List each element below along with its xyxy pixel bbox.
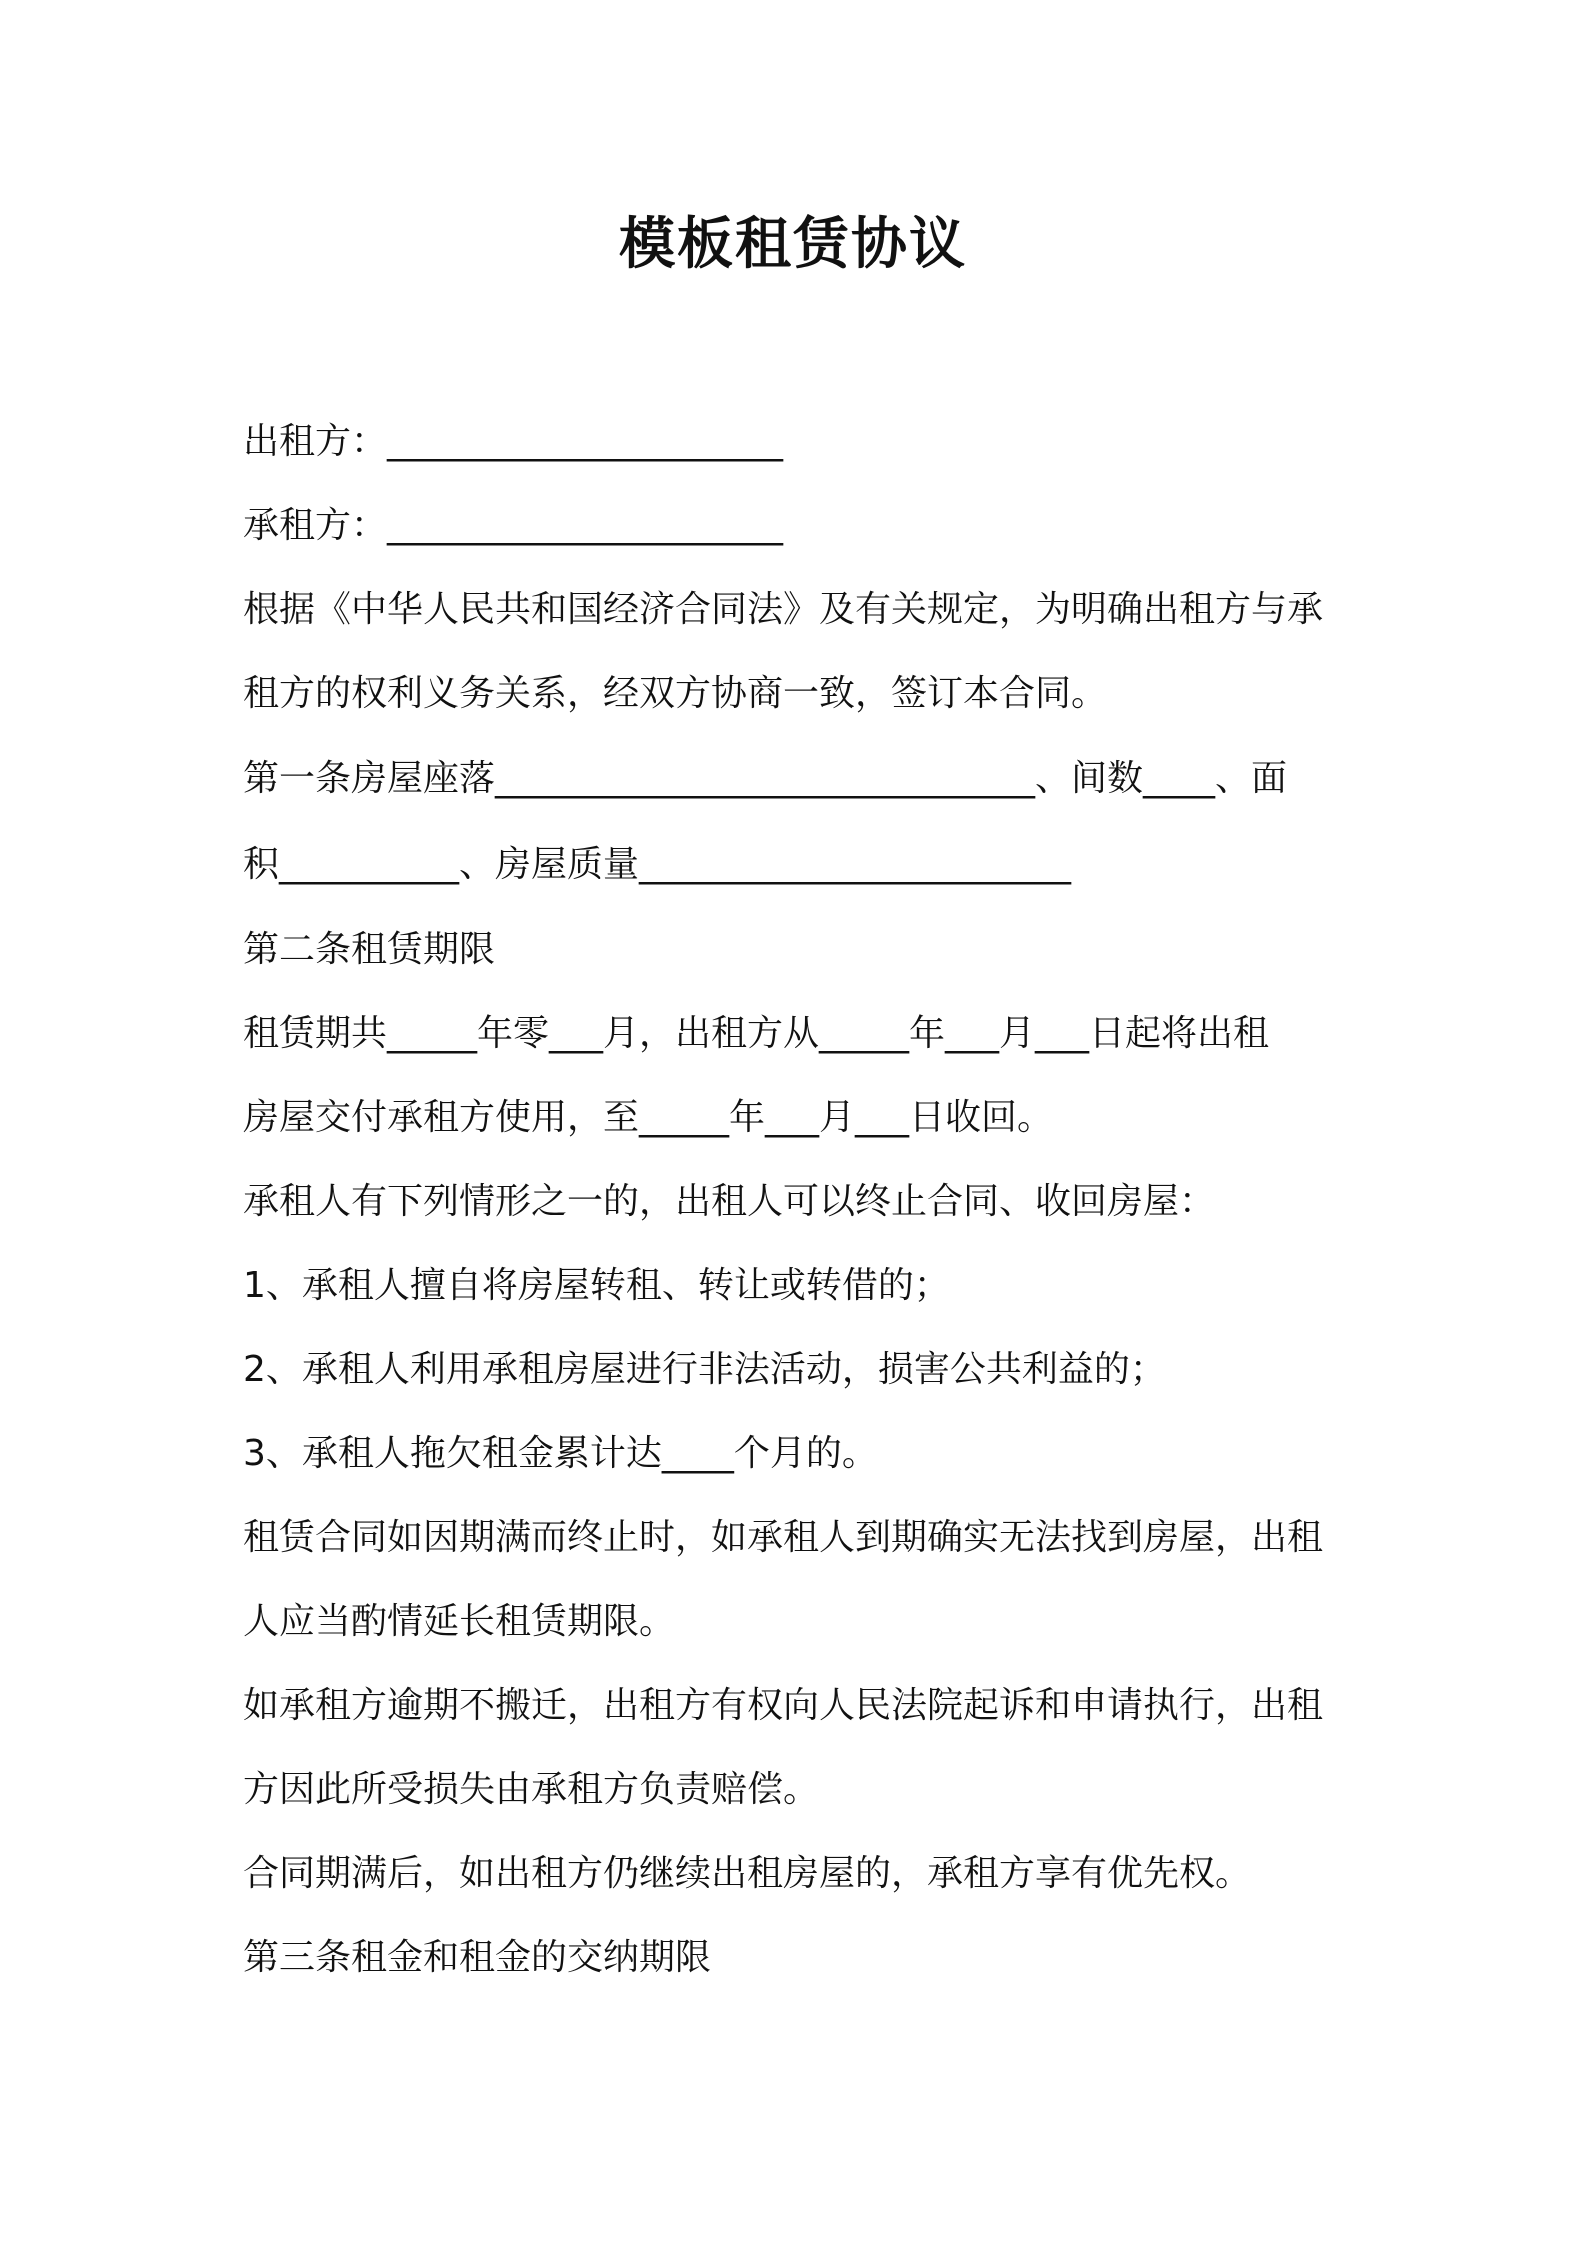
preamble-line-1: 根据《中华人民共和国经济合同法》及有关规定，为明确出租方与承 (243, 589, 1324, 630)
termination-item-2: 2、承租人利用承租房屋进行非法活动，损害公共利益的； (243, 1349, 1166, 1390)
overdue-line-2: 方因此所受损失由承租方负责赔偿。 (243, 1769, 820, 1810)
term-line-2: 房屋交付承租方使用，至_____年___月___日收回。 (243, 1097, 1054, 1138)
article-1-line-1: 第一条房屋座落______________________________、间数____、面 (243, 758, 1288, 799)
preamble-line-2: 租方的权利义务关系，经双方协商一致，签订本合同。 (243, 673, 1108, 714)
term-line-1: 租赁期共_____年零___月，出租方从_____年___月___日起将出租 (243, 1013, 1270, 1054)
termination-item-1: 1、承租人擅自将房屋转租、转让或转借的； (243, 1265, 950, 1306)
termination-intro: 承租人有下列情形之一的，出租人可以终止合同、收回房屋： (243, 1181, 1216, 1222)
article-2-heading: 第二条租赁期限 (243, 929, 496, 970)
article-1-line-2: 积__________、房屋质量________________________ (243, 844, 1072, 885)
document-body (243, 400, 1363, 2000)
overdue-line-1: 如承租方逾期不搬迁，出租方有权向人民法院起诉和申请执行，出租 (243, 1685, 1324, 1726)
lessee-line: 承租方：______________________ (243, 505, 784, 546)
expiry-line-2: 人应当酌情延长租赁期限。 (243, 1601, 676, 1642)
termination-item-3: 3、承租人拖欠租金累计达____个月的。 (243, 1433, 878, 1474)
article-3-heading: 第三条租金和租金的交纳期限 (243, 1937, 712, 1978)
document-title: 模板租赁协议 (619, 212, 967, 277)
priority-line: 合同期满后，如出租方仍继续出租房屋的，承租方享有优先权。 (243, 1853, 1252, 1894)
lessor-line: 出租方：______________________ (243, 421, 784, 462)
expiry-line-1: 租赁合同如因期满而终止时，如承租人到期确实无法找到房屋，出租 (243, 1517, 1324, 1558)
